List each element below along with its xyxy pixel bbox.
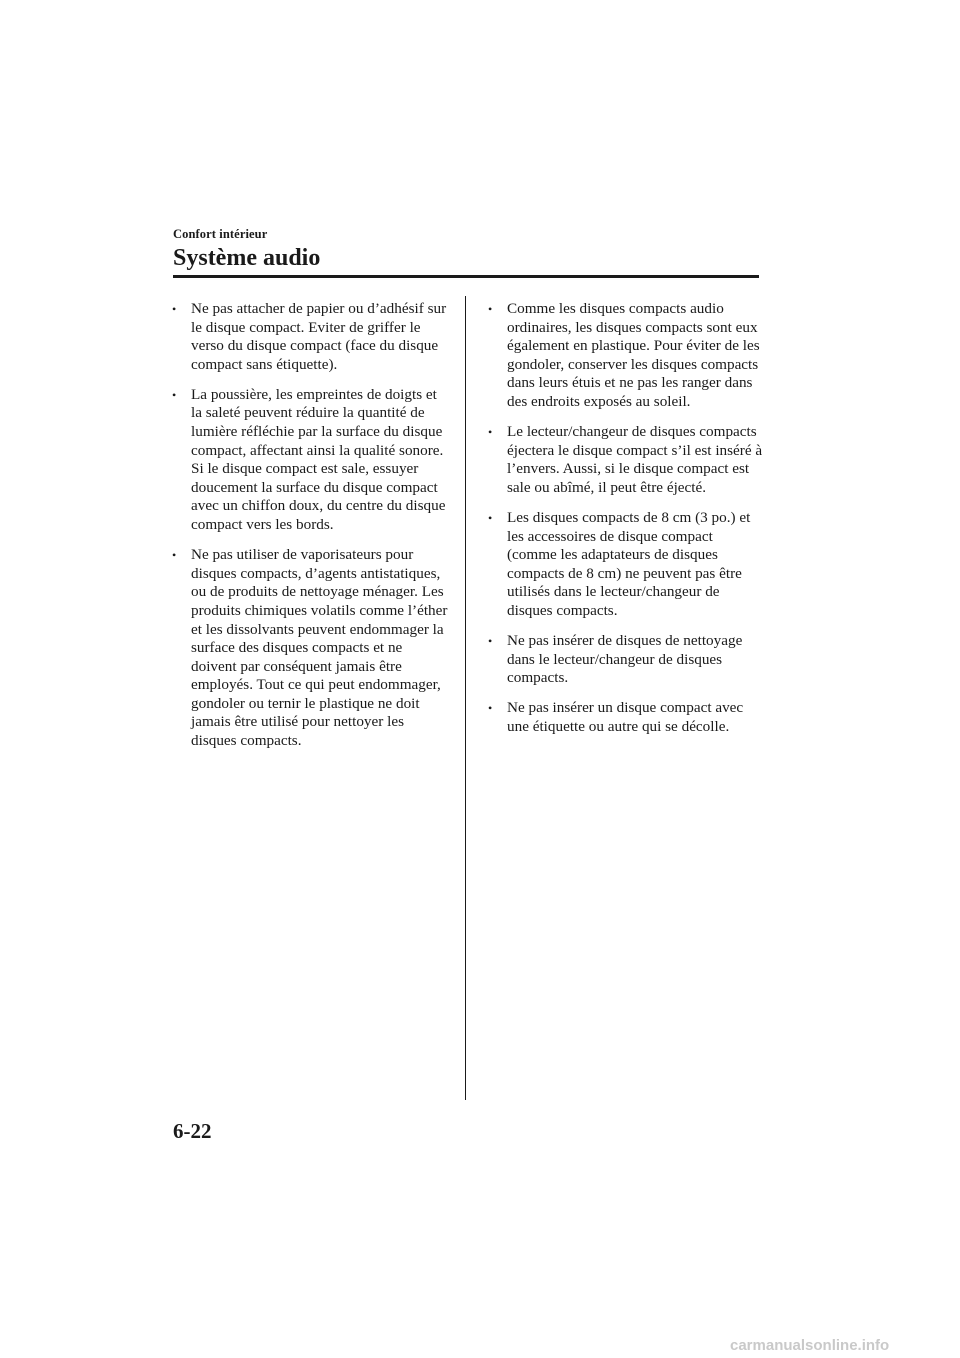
list-item: [488, 632, 763, 688]
list-item: [172, 546, 450, 751]
bullet-icon: •: [488, 302, 493, 316]
list-item: [488, 300, 763, 412]
bullet-icon: •: [488, 701, 493, 716]
list-item-text: Comme les disques compacts audio ordinaires, les disques compacts sont eux également en plastique. Pour éviter de les gondoler, conserver les disques compacts dans leurs étuis et ne pas les ranger dans des endroits exposés au soleil.: [507, 300, 760, 410]
left-column: [172, 300, 450, 762]
bullet-icon: •: [172, 387, 177, 402]
list-item-text: Le lecteur/changeur de disques compacts éjectera le disque compact s’il est inséré à l’envers. Aussi, si le disque compact est sale ou abîmé, il peut être éjecté.: [507, 423, 763, 496]
page-number: 6-22: [173, 1119, 212, 1143]
list-item: [172, 386, 450, 535]
list-item-text: Ne pas attacher de papier ou d’adhésif sur le disque compact. Eviter de griffer le verso du disque compact (face du disque compact sans étiquette).: [191, 300, 447, 373]
section-label: Confort intérieur: [173, 227, 268, 241]
list-item: [172, 300, 450, 374]
bullet-icon: •: [488, 425, 493, 440]
column-divider: [465, 296, 466, 1100]
right-column: [488, 300, 763, 748]
bullet-icon: •: [172, 548, 177, 563]
list-item-text: Les disques compacts de 8 cm (3 po.) et les accessoires de disque compact (comme les adaptateurs de disques compacts de 8 cm) ne peuvent pas être utilisés dans le lecteur/changeur de disques compacts.: [507, 508, 751, 619]
list-item-text: Ne pas utiliser de vaporisateurs pour disques compacts, d’agents antistatiques, ou de produits de nettoyage ménager. Les produits chimiques volatils comme l’éther et les dissolvants peuvent endommager la surface des disques compacts et ne doivent par conséquent jamais être employés. Tout ce qui peut endommager, gondoler ou ternir le plastique ne doit jamais être utilisé pour nettoyer les disques compacts.: [191, 546, 448, 750]
watermark: carmanualsonline.info: [730, 1337, 890, 1354]
bullet-icon: •: [172, 302, 177, 316]
list-item-text: Ne pas insérer un disque compact avec une étiquette ou autre qui se décolle.: [507, 699, 744, 735]
list-item: [488, 423, 763, 497]
page-title: Système audio: [173, 245, 321, 271]
title-divider: [173, 275, 759, 278]
bullet-icon: •: [488, 634, 493, 648]
list-item-text: Ne pas insérer de disques de nettoyage dans le lecteur/changeur de disques compacts.: [507, 632, 743, 687]
list-item-text: La poussière, les empreintes de doigts et la saleté peuvent réduire la quantité de lumière réfléchie par la surface du disque compact, affectant ainsi la qualité sonore. Si le disque compact est sale, essuyer doucement la surface du disque compact avec un chiffon doux, du centre du disque compact vers les bords.: [191, 385, 446, 534]
list-item: [488, 509, 763, 621]
list-item: [488, 699, 763, 736]
bullet-icon: •: [488, 510, 493, 525]
